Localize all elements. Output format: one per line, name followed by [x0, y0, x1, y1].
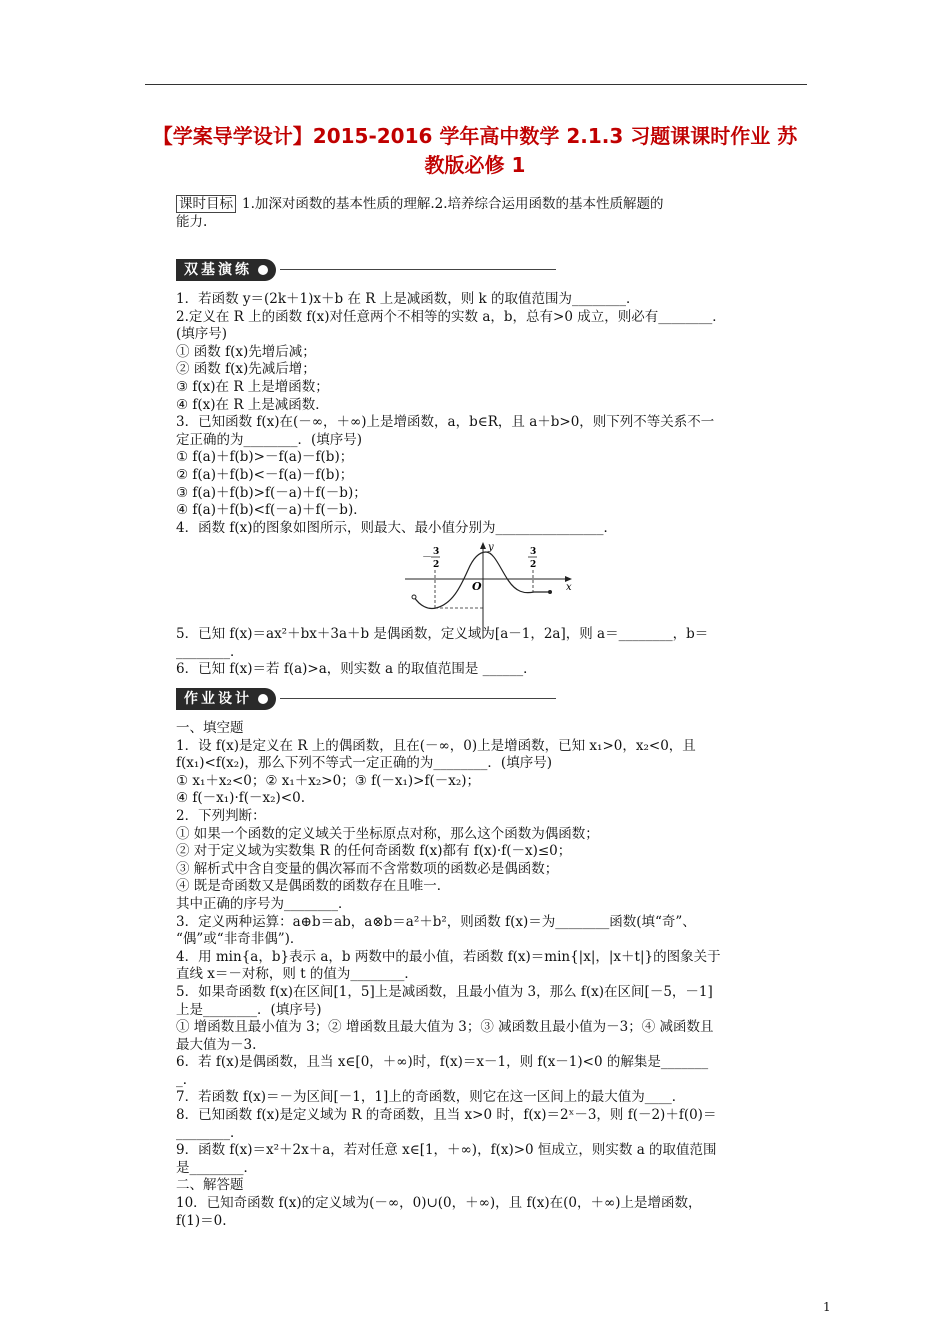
page-title — [130, 122, 820, 180]
text-line: 7．若函数 f(x)＝－为区间[－1，1]上的奇函数，则它在这一区间上的最大值为____． — [176, 1089, 686, 1106]
bullet-dot-icon — [258, 694, 268, 704]
bullet-dot-icon — [258, 265, 268, 275]
text-line: 6．若 f(x)是偶函数，且当 x∈[0，＋∞)时，f(x)＝x－1，则 f(x－1)<0 的解集是_______ — [176, 1054, 709, 1071]
text-line: 4．函数 f(x)的图象如图所示，则最大、最小值分别为________________． — [176, 519, 618, 536]
y-axis-label: y — [488, 542, 494, 553]
section1-exercises-continued — [176, 626, 810, 679]
title-line-1: 【学案导学设计】2015-2016 学年高中数学 2.1.3 习题课课时作业 苏 — [152, 124, 798, 148]
text-line: 1．若函数 y＝(2k＋1)x＋b 在 R 上是减函数，则 k 的取值范围为________． — [176, 291, 640, 307]
text-line: 一、填空题 — [176, 720, 244, 736]
lesson-objective — [176, 195, 808, 231]
y-axis-arrow — [480, 542, 486, 549]
section-banner-homework — [176, 688, 556, 710]
section-banner-basic — [176, 259, 556, 281]
text-line: ________． — [176, 1124, 244, 1141]
closed-endpoint — [548, 590, 552, 594]
text-line: ④ f(a)＋f(b)<f(－a)＋f(－b)． — [176, 502, 367, 519]
text-line: (填序号) — [176, 326, 228, 343]
text-line: 直线 x＝－对称，则 t 的值为________． — [176, 966, 418, 983]
objective-text-2: 能力. — [176, 214, 208, 230]
page-number: 1 — [823, 1300, 831, 1314]
text-line: 4．用 min{a，b}表示 a，b 两数中的最小值，若函数 f(x)＝min{|x|，|x＋t|}的图象关于 — [176, 948, 721, 965]
text-line: 1．设 f(x)是定义在 R 上的偶函数，且在(－∞，0)上是增函数，已知 x₁>0，x₂<0，且 — [176, 737, 696, 754]
text-line: 是________． — [176, 1159, 257, 1176]
text-line: 5．如果奇函数 f(x)在区间[1，5]上是减函数，且最小值为 3，那么 f(x)在区间[－5，－1] — [176, 983, 713, 1000]
text-line: 9．函数 f(x)＝x²＋2x＋a，若对任意 x∈[1，＋∞)，f(x)>0 恒成立，则实数 a 的取值范围 — [176, 1142, 717, 1159]
text-line: 8．已知函数 f(x)是定义域为 R 的奇函数，且当 x>0 时，f(x)＝2ˣ－3，则 f(－2)＋f(0)＝ — [176, 1107, 717, 1124]
text-line: ① 函数 f(x)先增后减； — [176, 343, 316, 360]
text-line: ③ 解析式中含自变量的偶次幂而不含常数项的函数必是偶函数； — [176, 860, 559, 877]
text-line: ③ f(a)＋f(b)>f(－a)＋f(－b)； — [176, 484, 367, 501]
text-line: f(1)＝0. — [176, 1212, 227, 1229]
left-tick-sign: － — [422, 552, 432, 563]
text-line: ② 函数 f(x)先减后增； — [176, 361, 316, 378]
text-line: 定正确的为________．(填序号) — [176, 431, 363, 448]
left-tick-denominator: 2 — [433, 560, 440, 570]
text-line: ① 如果一个函数的定义域关于坐标原点对称，那么这个函数为偶函数； — [176, 825, 599, 842]
text-line: ③ f(x)在 R 上是增函数； — [176, 378, 329, 395]
objective-text-1: 1.加深对函数的基本性质的理解.2.培养综合运用函数的基本性质解题的 — [242, 196, 664, 212]
x-axis-label: x — [566, 582, 572, 593]
text-line: ④ 既是奇函数又是偶函数的函数存在且唯一． — [176, 878, 451, 895]
text-line: 3．已知函数 f(x)在(－∞，＋∞)上是增函数，a，b∈R，且 a＋b>0，则下列不等关系不一 — [176, 414, 715, 431]
text-line: ① 增函数且最小值为 3；② 增函数且最大值为 3；③ 减函数且最小值为－3；④ 减函数且 — [176, 1019, 714, 1036]
left-tick-numerator: 3 — [433, 547, 440, 557]
section-label-homework: 作业设计 — [176, 688, 276, 710]
text-line: _． — [176, 1071, 197, 1088]
text-line: ① x₁＋x₂<0；② x₁＋x₂>0；③ f(－x₁)>f(－x₂)； — [176, 772, 481, 789]
right-tick-denominator: 2 — [530, 560, 537, 570]
text-line: ② 对于定义域为实数集 R 的任何奇函数 f(x)都有 f(x)·f(－x)≤0； — [176, 843, 572, 860]
text-line: “偶”或“非奇非偶”)． — [176, 931, 304, 948]
section1-exercises — [176, 291, 810, 537]
text-line: ④ f(－x₁)·f(－x₂)<0. — [176, 790, 305, 807]
text-line: 最大值为－3. — [176, 1036, 257, 1053]
banner-rule — [280, 269, 556, 270]
text-line: 3．定义两种运算：a⊕b＝ab，a⊗b＝a²＋b²，则函数 f(x)＝为________函数(填“奇”、 — [176, 913, 696, 930]
function-graph — [400, 540, 585, 640]
open-endpoint — [412, 595, 416, 599]
text-line: ________． — [176, 643, 244, 660]
banner-rule — [280, 698, 556, 699]
text-line: ④ f(x)在 R 上是减函数． — [176, 396, 329, 413]
text-line: 其中正确的序号为________． — [176, 895, 352, 912]
section-label-basic: 双基演练 — [176, 259, 276, 281]
top-rule — [145, 84, 807, 85]
right-tick-numerator: 3 — [530, 547, 537, 557]
text-line: ① f(a)＋f(b)>－f(a)－f(b)； — [176, 449, 354, 466]
objective-tag: 课时目标 — [176, 195, 236, 213]
text-line: 上是________．(填序号) — [176, 1001, 322, 1018]
title-line-2: 教版必修 1 — [424, 153, 526, 177]
text-line: 二、解答题 — [176, 1177, 244, 1194]
text-line: 2.定义在 R 上的函数 f(x)对任意两个不相等的实数 a，b，总有>0 成立，则必有________． — [176, 308, 726, 325]
text-line: 10．已知奇函数 f(x)的定义域为(－∞，0)∪(0，＋∞)，且 f(x)在(0，＋∞)上是增函数， — [176, 1195, 702, 1212]
text-line: f(x₁)<f(x₂)，那么下列不等式一定正确的为________．(填序号) — [176, 755, 552, 772]
text-line: 5．已知 f(x)＝ax²＋bx＋3a＋b 是偶函数，定义域为[a－1，2a]，则 a＝________，b＝ — [176, 626, 709, 642]
text-line: 6．已知 f(x)＝若 f(a)>a，则实数 a 的取值范围是 ______． — [176, 661, 537, 678]
origin-label: O — [472, 580, 482, 593]
homework-exercises — [176, 720, 810, 1230]
text-line: ② f(a)＋f(b)<－f(a)－f(b)； — [176, 466, 354, 483]
text-line: 2．下列判断： — [176, 807, 266, 824]
